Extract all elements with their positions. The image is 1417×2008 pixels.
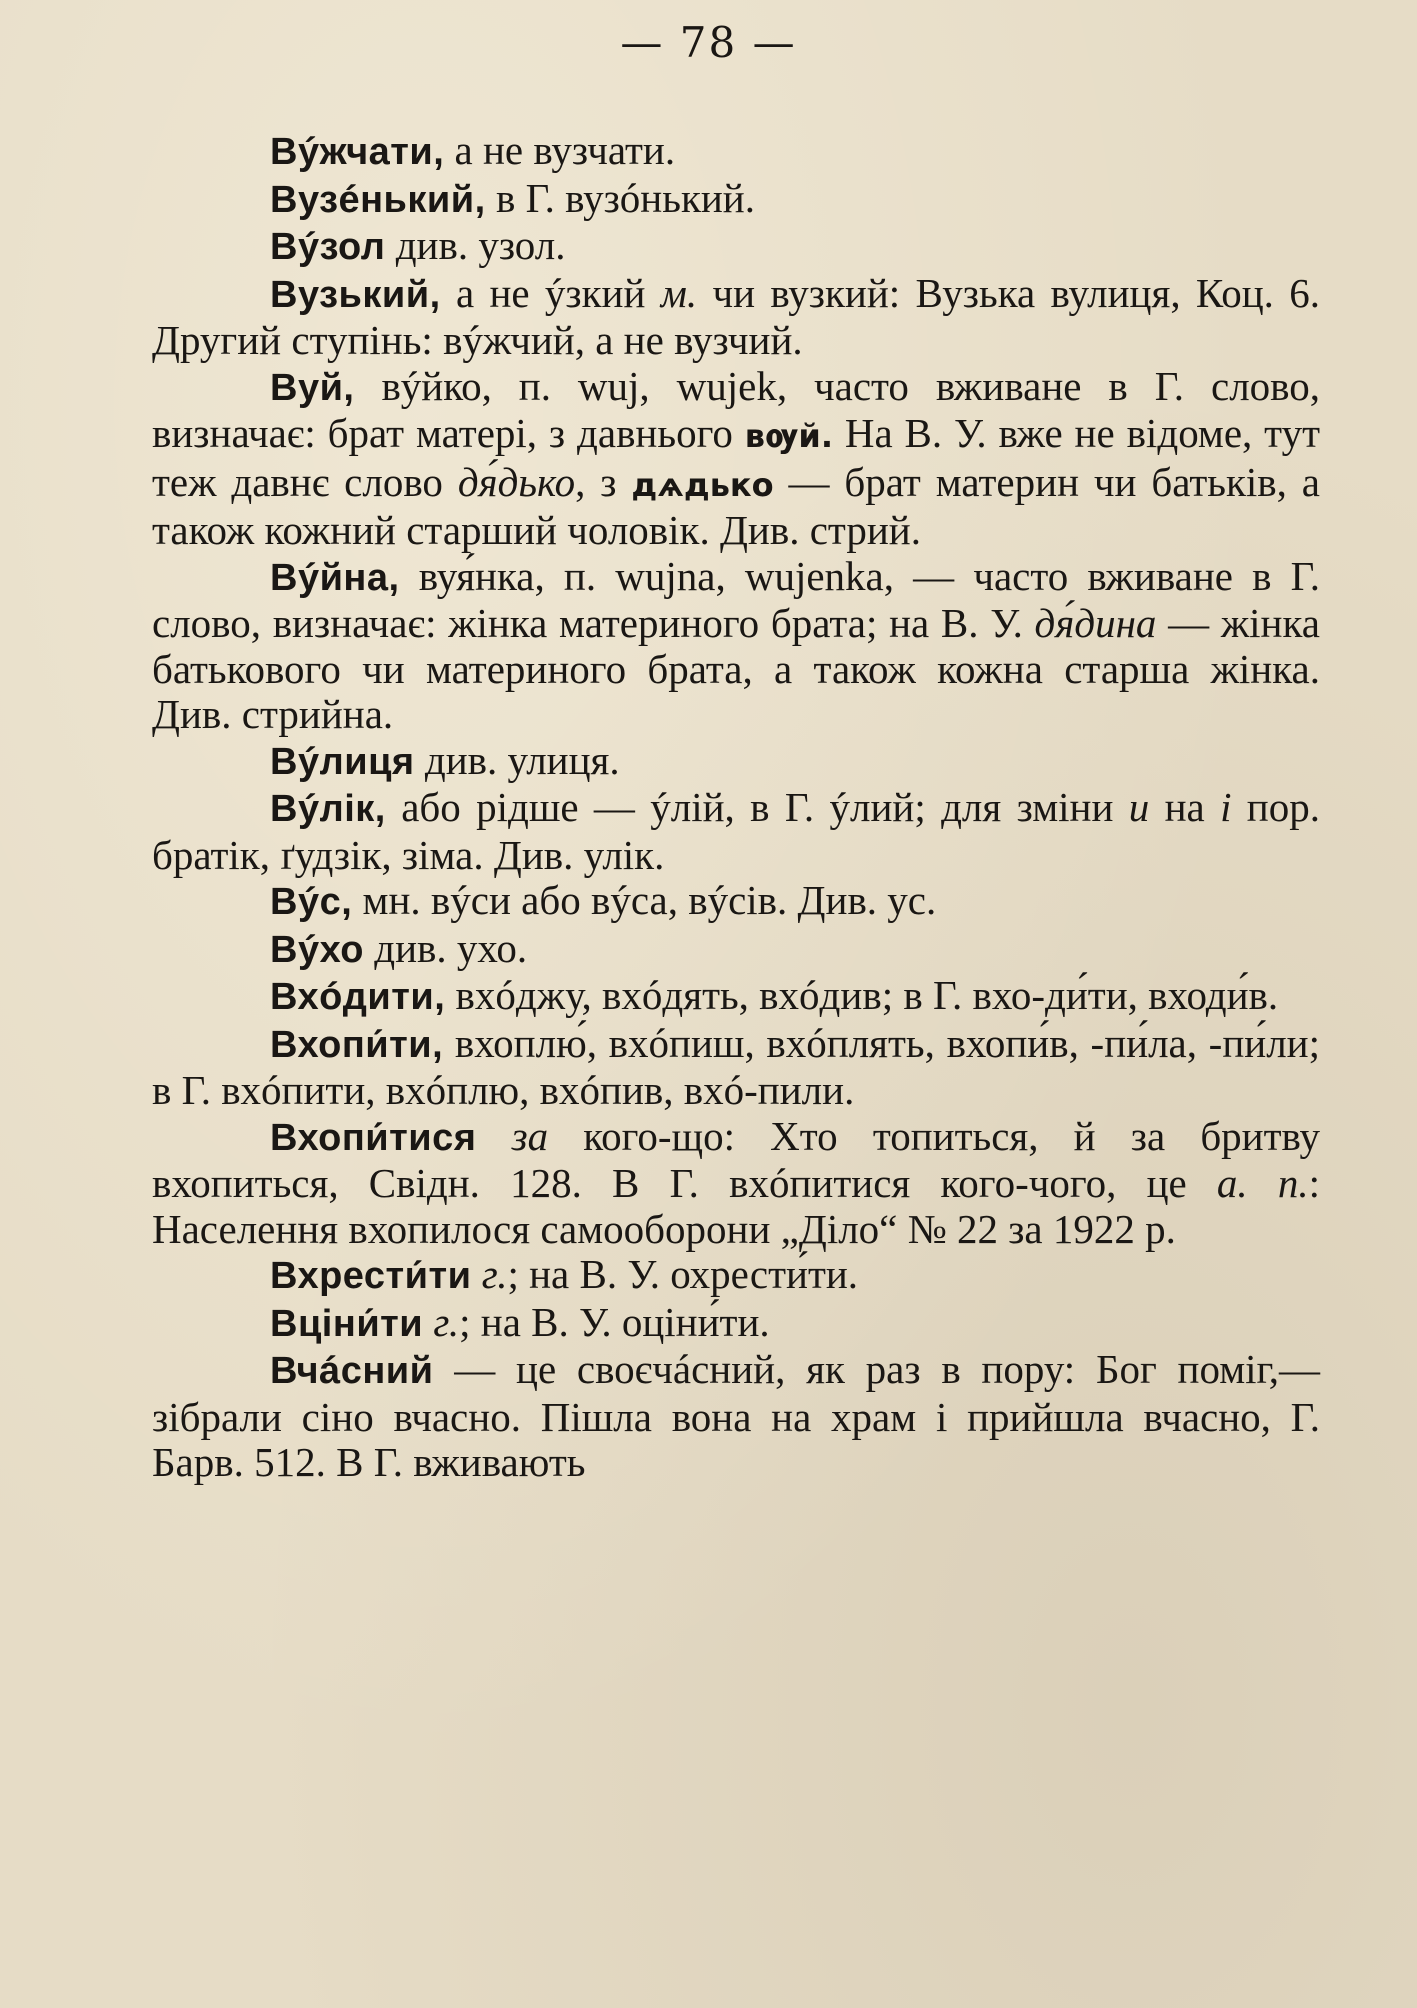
entry-headword: Вчáсний xyxy=(270,1350,434,1392)
entry-old-script-text: дѧдько xyxy=(631,465,774,504)
entry-headword: Вхопи́тися xyxy=(270,1116,477,1159)
entry-text: — жінка батькового чи материного брата, а також кожна старша жінка. Див. стрийна. xyxy=(152,600,1320,737)
entry-italic-text: и xyxy=(1128,784,1150,830)
dictionary-entry xyxy=(152,1252,1320,1300)
entry-text: див. узол. xyxy=(385,222,566,268)
entry-text: кого-що: Хто топиться, й за бритву вхопиться, Свідн. 128. В Г. вхóпитися кого-чого, це xyxy=(152,1112,1321,1206)
entry-text: див. улиця. xyxy=(414,736,620,783)
entry-headword: Вціни́ти xyxy=(270,1302,424,1345)
entry-text xyxy=(423,1299,433,1345)
entry-text: , з xyxy=(575,458,632,505)
entry-text: На В. У. вже не відоме, тут теж давнє слово xyxy=(152,410,1320,505)
dictionary-entry xyxy=(152,1300,1320,1348)
entry-italic-text: а. п. xyxy=(1216,1160,1309,1206)
entry-text: або рідше — ýлій, в Г. ýлий; для зміни xyxy=(385,784,1129,830)
entry-italic-text: дя́дько xyxy=(457,458,576,505)
entry-text xyxy=(476,1113,511,1159)
entry-italic-text: і xyxy=(1220,784,1232,830)
dictionary-entry xyxy=(152,785,1320,878)
dictionary-entry xyxy=(152,176,1320,224)
dictionary-entry xyxy=(152,926,1320,974)
dictionary-entry xyxy=(152,738,1320,786)
dictionary-column xyxy=(152,128,1320,1486)
entry-headword: Вýхо xyxy=(270,928,364,971)
entry-text: вýйко, п. wuj, wujek, часто вживане в Г. слово, визначає: брат матері, з давнього xyxy=(152,362,1320,456)
entry-italic-text: дя́дина xyxy=(1034,600,1157,646)
entry-italic-text: г. xyxy=(433,1298,460,1345)
entry-text: а не вузчати. xyxy=(444,127,676,173)
entry-text: пор. братік, ґудзік, зіма. Див. улік. xyxy=(152,784,1320,878)
entry-text: в Г. вузóнький. xyxy=(485,174,756,221)
entry-headword: Вýс, xyxy=(270,881,353,923)
dictionary-entry xyxy=(152,878,1320,926)
entry-headword: Вузéнький, xyxy=(270,178,486,221)
page-number: — 78 — xyxy=(620,18,797,67)
entry-headword: Вузький, xyxy=(270,273,441,316)
entry-italic-text: м. xyxy=(660,269,698,316)
entry-headword: Вýзол xyxy=(270,226,386,268)
entry-text: а не ýзкий xyxy=(440,269,661,316)
entry-headword: Вýлік, xyxy=(270,788,386,830)
entry-text: — це своєчáсний, як раз в пору: Бог поміг,— зібрали сіно вчасно. Пішла вона на храм і прийшла вчасно, Г. Барв. 512. В Г. вживають xyxy=(152,1346,1320,1485)
entry-headword: Вýйна, xyxy=(270,556,400,599)
entry-text: ; на В. У. охрести́ти. xyxy=(507,1251,859,1297)
entry-italic-text: г. xyxy=(481,1251,508,1297)
dictionary-entry xyxy=(152,128,1320,176)
entry-headword: Вхопи́ти, xyxy=(270,1023,444,1066)
entry-italic-text: за xyxy=(511,1112,549,1159)
entry-text: : Населення вхопилося самооборони „Діло“ № 22 за 1922 р. xyxy=(152,1160,1320,1252)
dictionary-entry xyxy=(152,1347,1320,1486)
dictionary-entry xyxy=(152,973,1320,1021)
entry-headword: Вхóдити, xyxy=(270,976,446,1018)
dictionary-entry xyxy=(152,223,1320,271)
entry-text: — брат материн чи батьків, а також кожний старший чоловік. Див. стрий. xyxy=(152,458,1320,553)
entry-headword: Вýлиця xyxy=(270,740,415,783)
entry-text: вхóджу, вхóдять, вхóдив; в Г. вхо-ди́ти, входи́в. xyxy=(445,972,1279,1018)
entry-headword: Вýжчати, xyxy=(270,131,445,173)
entry-text: див. ухо. xyxy=(363,924,528,971)
entry-old-script-text: вѹй. xyxy=(744,417,833,455)
entry-text xyxy=(472,1251,482,1297)
dictionary-entry xyxy=(152,364,1320,554)
entry-text: мн. вýси або вýса, вýсів. Див. ус. xyxy=(352,877,937,923)
entry-text: ; на В. У. оціни́ти. xyxy=(459,1298,770,1345)
entry-text: чи вузкий: Вузька вулиця, Коц. 6. Другий ступінь: вýжчий, а не вузчий. xyxy=(152,269,1320,363)
dictionary-entry xyxy=(152,1021,1320,1114)
entry-headword: Вуй, xyxy=(270,366,355,409)
entry-text: вхоплю́, вхóпиш, вхóплять, вхопи́в, -пи́ла, -пи́ли; в Г. вхóпити, вхóплю, вхóпив, вхó-пили. xyxy=(152,1019,1320,1113)
dictionary-entry xyxy=(152,554,1320,738)
dictionary-entry xyxy=(152,1114,1320,1253)
entry-text: вуя́нка, п. wujna, wujenka, — часто вживане в Г. слово, визначає: жінка материного брата; на В. У. xyxy=(152,552,1320,646)
entry-text: на xyxy=(1149,784,1221,830)
entry-headword: Вхрести́ти xyxy=(270,1255,472,1297)
dictionary-entry xyxy=(152,271,1320,364)
